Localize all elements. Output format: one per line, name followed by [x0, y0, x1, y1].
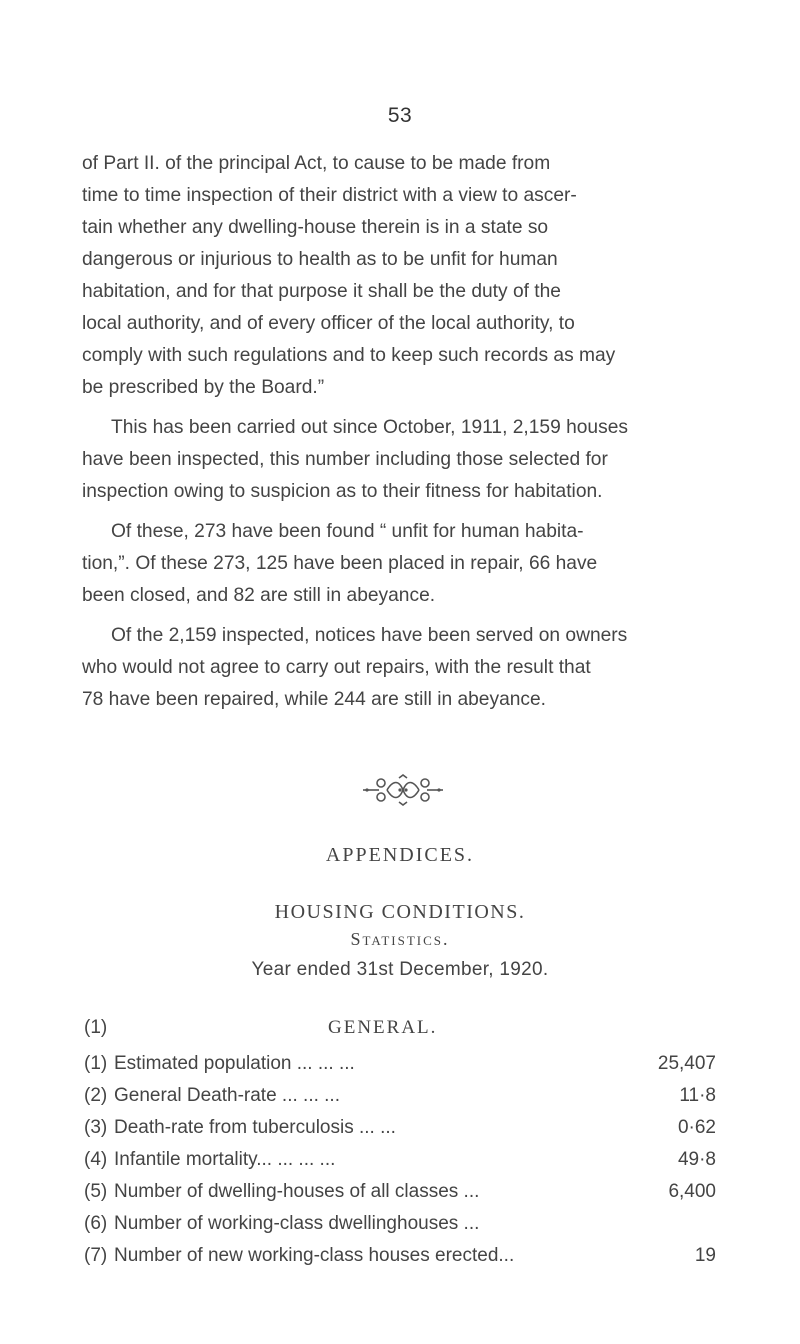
stat-value: 6,400	[668, 1181, 716, 1202]
text-line: inspection owing to suspicion as to their fitness for habitation.	[82, 481, 603, 502]
stat-number: (5)	[84, 1181, 108, 1202]
body-text	[82, 148, 710, 716]
text-line: who would not agree to carry out repairs, with the result that	[82, 657, 591, 678]
paragraph-continuation	[82, 148, 710, 404]
text-line: This has been carried out since October, 1911, 2,159 houses	[111, 417, 628, 438]
paragraph-notices	[82, 620, 710, 716]
text-line: tain whether any dwelling-house therein is in a state so	[82, 217, 549, 238]
ornament-divider-icon	[361, 772, 445, 808]
text-line: Of these, 273 have been found “ unfit for human habita-	[111, 521, 584, 542]
text-line: comply with such regulations and to keep such records as may	[82, 345, 616, 366]
stat-label: General Death-rate ... ... ...	[114, 1085, 340, 1106]
text-line: been closed, and 82 are still in abeyance.	[82, 585, 436, 606]
stat-number: (3)	[84, 1117, 108, 1138]
stat-row-dwelling-houses	[84, 1181, 716, 1213]
stat-row-tuberculosis-death-rate	[84, 1117, 716, 1149]
stat-row-working-class-dwellings	[84, 1213, 716, 1245]
statistics-list	[84, 1053, 716, 1277]
stat-value: 49·8	[677, 1149, 716, 1170]
housing-conditions-heading: HOUSING CONDITIONS.	[274, 901, 526, 923]
stat-label: Number of working-class dwellinghouses ...	[114, 1213, 480, 1234]
text-line: Of the 2,159 inspected, notices have been served on owners	[111, 625, 628, 646]
text-line: be prescribed by the Board.”	[82, 377, 325, 398]
stat-row-general-death-rate	[84, 1085, 716, 1117]
stat-value: 19	[694, 1245, 716, 1266]
stat-number: (2)	[84, 1085, 108, 1106]
text-line: tion,”. Of these 273, 125 have been placed in repair, 66 have	[82, 553, 598, 574]
text-line: local authority, and of every officer of the local authority, to	[82, 313, 575, 334]
text-line: habitation, and for that purpose it shall be the duty of the	[82, 281, 561, 302]
text-line: dangerous or injurious to health as to be unfit for human	[82, 249, 558, 270]
stat-value: 11·8	[679, 1085, 716, 1106]
paragraph-unfit	[82, 516, 710, 612]
year-ended-line: Year ended 31st December, 1920.	[251, 959, 549, 980]
stat-number: (6)	[84, 1213, 108, 1234]
section-general	[84, 1017, 684, 1047]
appendices-heading: APPENDICES.	[325, 844, 475, 866]
text-line: time to time inspection of their district with a view to ascer-	[82, 185, 577, 206]
section-number: (1)	[84, 1017, 108, 1038]
statistics-heading: Statistics.	[350, 929, 450, 949]
stat-row-infantile-mortality	[84, 1149, 716, 1181]
stat-label: Estimated population ... ... ...	[114, 1053, 355, 1074]
stat-label: Number of new working-class houses erected...	[114, 1245, 515, 1266]
stat-label: Death-rate from tuberculosis ... ...	[114, 1117, 396, 1138]
stat-number: (4)	[84, 1149, 108, 1170]
stat-label: Number of dwelling-houses of all classes ...	[114, 1181, 480, 1202]
section-title: GENERAL.	[328, 1017, 438, 1038]
stat-row-new-houses-erected	[84, 1245, 716, 1277]
paragraph-inspections	[82, 412, 710, 508]
page-number: 53	[387, 104, 413, 127]
text-line: 78 have been repaired, while 244 are still in abeyance.	[82, 689, 547, 710]
text-line: of Part II. of the principal Act, to cause to be made from	[82, 153, 551, 174]
stat-number: (1)	[84, 1053, 108, 1074]
stat-label: Infantile mortality... ... ... ...	[114, 1149, 336, 1170]
stat-number: (7)	[84, 1245, 108, 1266]
stat-value: 0·62	[677, 1117, 716, 1138]
text-line: have been inspected, this number including those selected for	[82, 449, 608, 470]
stat-value: 25,407	[657, 1053, 716, 1074]
stat-row-estimated-population	[84, 1053, 716, 1085]
